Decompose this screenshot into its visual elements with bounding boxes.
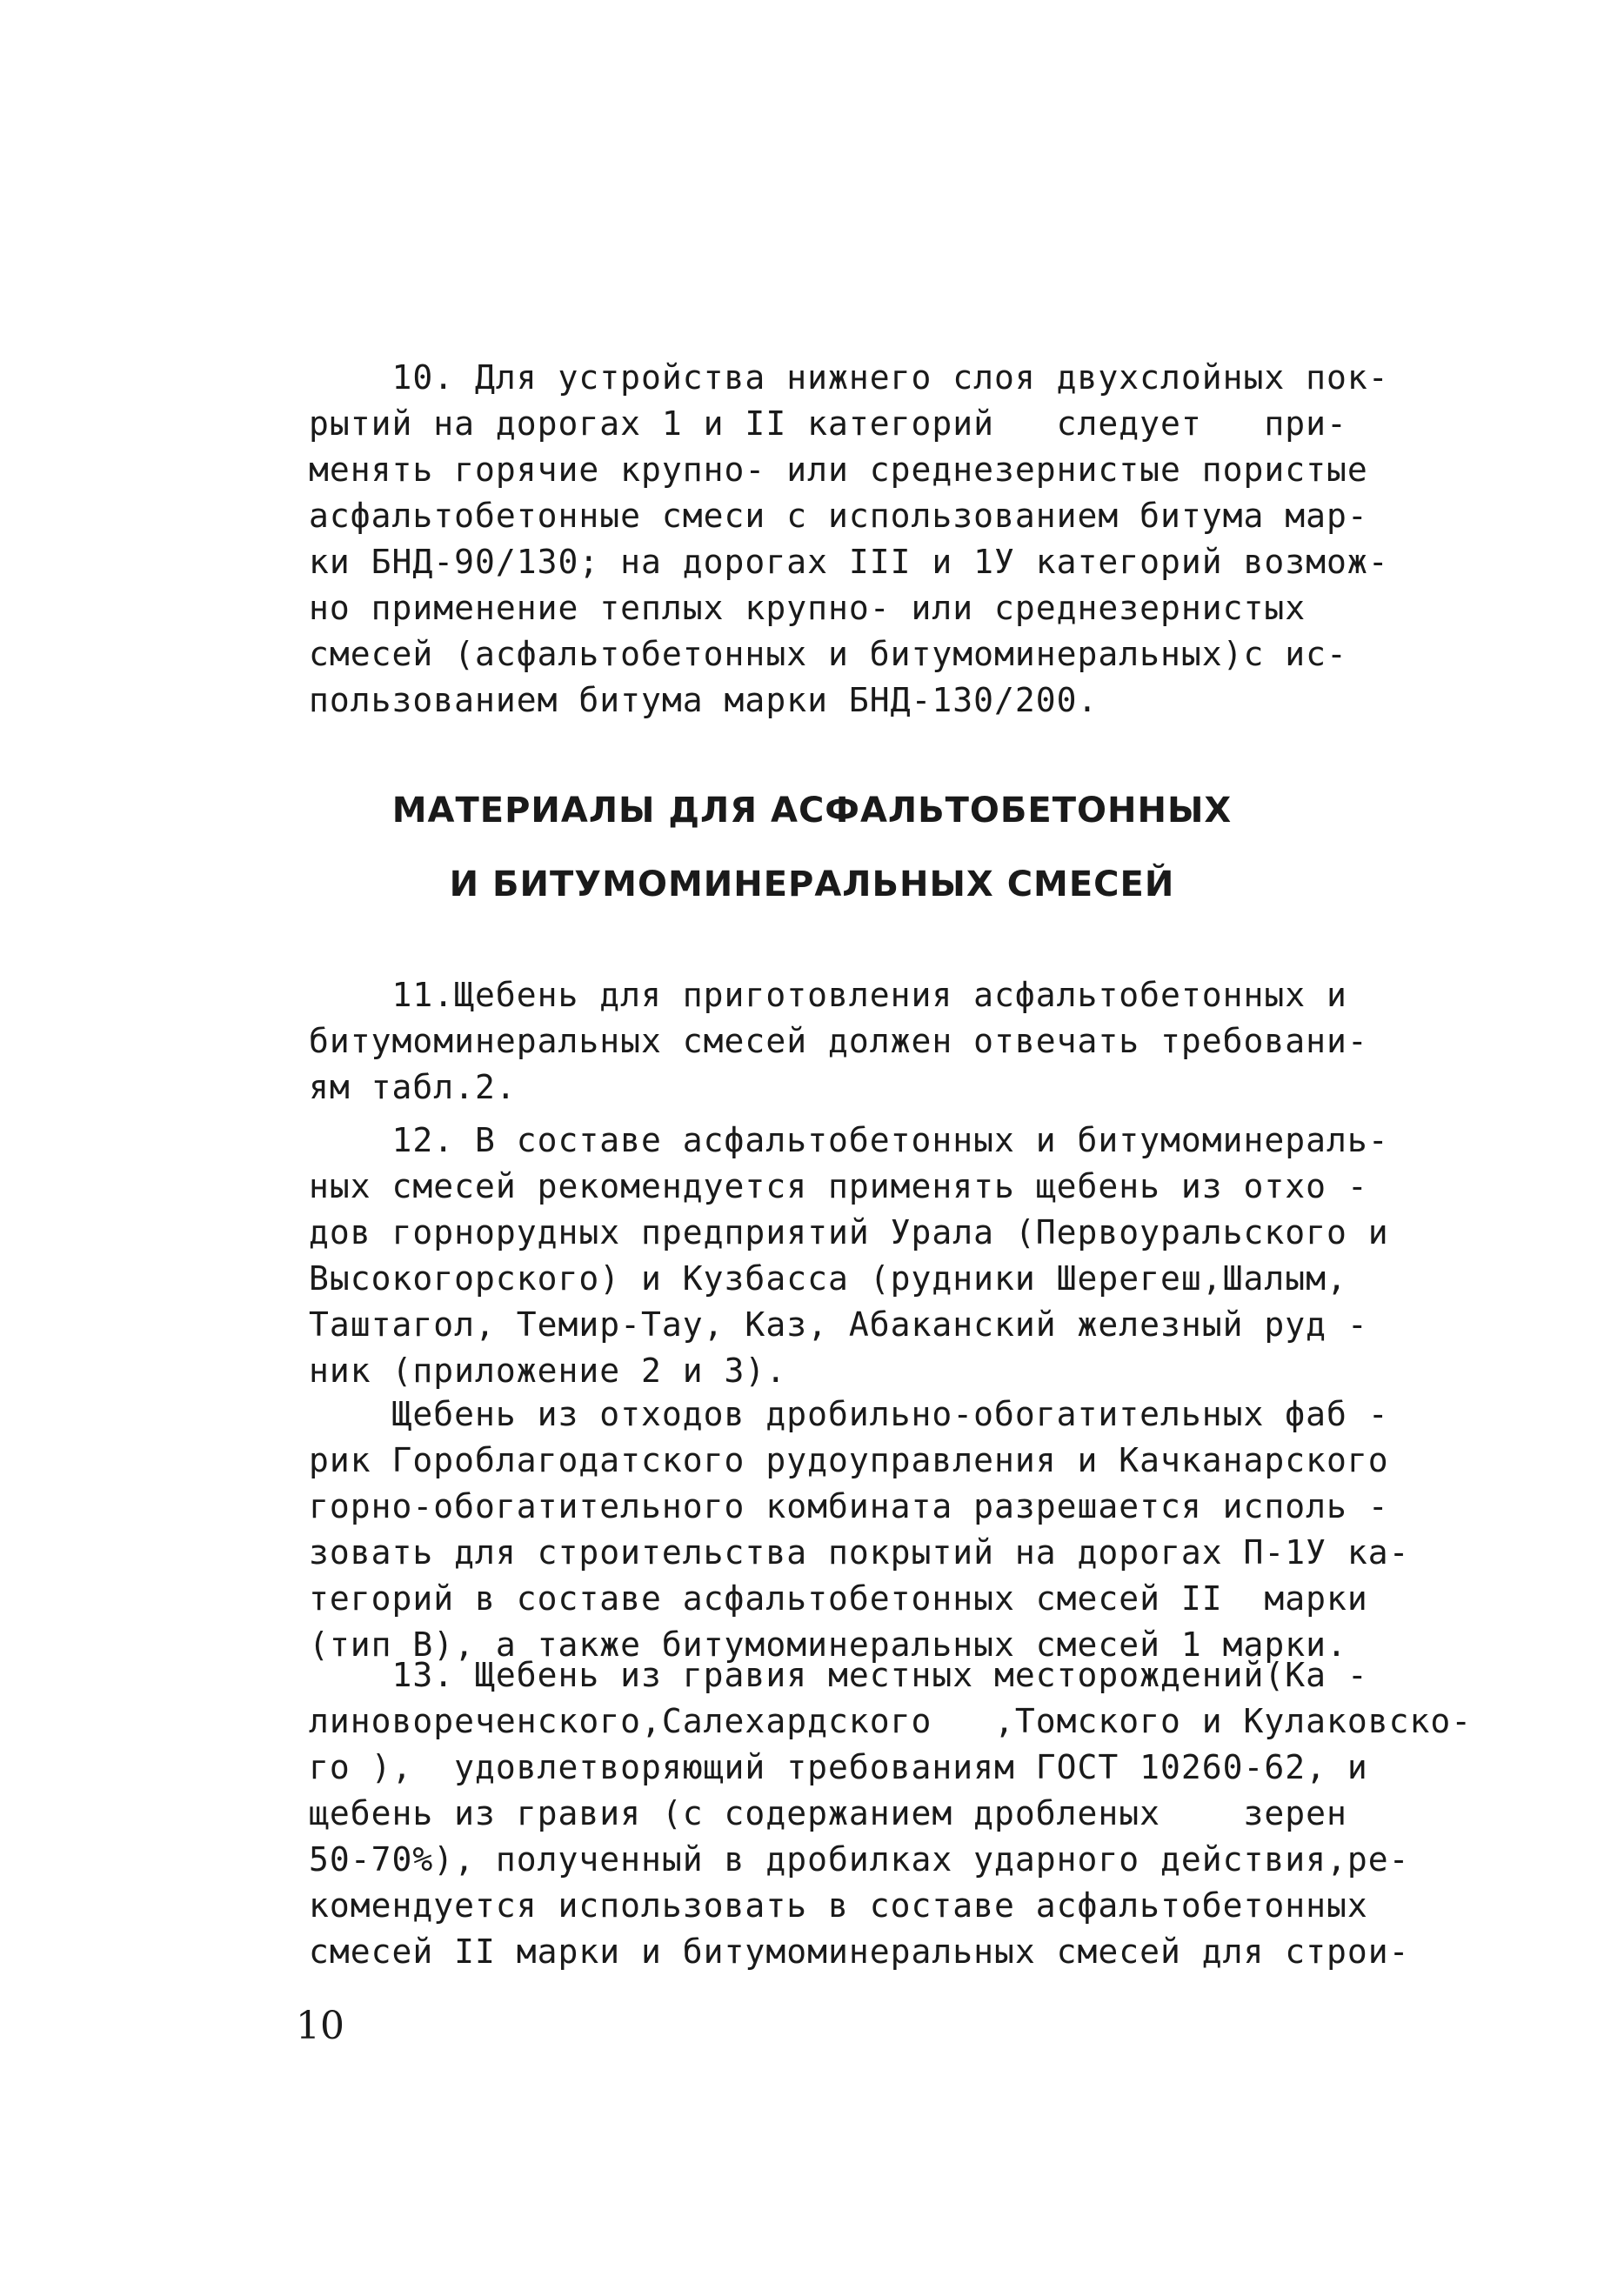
paragraph-13 <box>309 1652 1473 1975</box>
text-line: ям табл.2. <box>309 1068 517 1106</box>
text-line: смесей II марки и битумоминеральных смесей для строи- <box>309 1932 1410 1971</box>
text-line: щебень из гравия (с содержанием дробленых зерен <box>309 1794 1347 1832</box>
paragraph-12-continued <box>309 1392 1440 1668</box>
text-line: пользованием битума марки БНД-130/200. <box>309 681 1099 719</box>
paragraph-11 <box>309 972 1440 1111</box>
text-line: 13. Щебень из гравия местных месторождений(Ка - <box>309 1656 1368 1694</box>
text-line: линовореченского,Салехардского ,Томского и Кулаковско- <box>309 1702 1473 1740</box>
text-line: менять горячие крупно- или среднезернистые пористые <box>309 451 1368 489</box>
text-line: Таштагол, Темир-Тау, Каз, Абаканский железный руд - <box>309 1305 1368 1344</box>
section-heading-line-2: И БИТУМОМИНЕРАЛЬНЫХ СМЕСЕЙ <box>449 864 1175 904</box>
text-line: ки БНД-90/130; на дорогах III и 1У категорий возмож- <box>309 543 1389 581</box>
text-line: ных смесей рекомендуется применять щебень из отхо - <box>309 1167 1368 1205</box>
text-line: рытий на дорогах 1 и II категорий следует при- <box>309 404 1347 443</box>
text-line: ник (приложение 2 и 3). <box>309 1352 787 1390</box>
text-line: 12. В составе асфальтобетонных и битумоминераль- <box>309 1121 1389 1159</box>
text-line: (тип В), а также битумоминеральных смесей 1 марки. <box>309 1625 1347 1664</box>
text-line: битумоминеральных смесей должен отвечать требовани- <box>309 1022 1368 1060</box>
text-line: 11.Щебень для приготовления асфальтобетонных и <box>309 976 1347 1014</box>
text-line: зовать для строительства покрытий на дорогах П-1У ка- <box>309 1533 1410 1572</box>
text-line: но применение теплых крупно- или среднезернистых <box>309 589 1307 627</box>
paragraph-12 <box>309 1118 1440 1394</box>
text-line: 50-70%), полученный в дробилках ударного действия,ре- <box>309 1840 1410 1879</box>
text-line: рик Гороблагодатского рудоуправления и Качканарского <box>309 1441 1389 1479</box>
section-heading-line-1: МАТЕРИАЛЫ ДЛЯ АСФАЛЬТОБЕТОННЫХ <box>391 791 1233 831</box>
section-heading <box>0 774 1624 922</box>
text-line: тегорий в составе асфальтобетонных смесей II марки <box>309 1579 1368 1618</box>
text-line: го ), удовлетворяющий требованиям ГОСТ 10260-62, и <box>309 1748 1368 1786</box>
page-number: 10 <box>296 2004 344 2048</box>
text-line: Высокогорского) и Кузбасса (рудники Шерегеш,Шалым, <box>309 1259 1347 1298</box>
text-line: Щебень из отходов дробильно-обогатительных фаб - <box>309 1395 1389 1433</box>
text-line: горно-обогатительного комбината разрешается исполь - <box>309 1487 1389 1525</box>
text-line: дов горнорудных предприятий Урала (Первоуральского и <box>309 1213 1389 1251</box>
text-line: комендуется использовать в составе асфальтобетонных <box>309 1886 1368 1925</box>
paragraph-10 <box>309 355 1440 724</box>
text-line: асфальтобетонные смеси с использованием битума мар- <box>309 497 1368 535</box>
text-line: 10. Для устройства нижнего слоя двухслойных пок- <box>309 358 1389 397</box>
text-line: смесей (асфальтобетонных и битумоминеральных)с ис- <box>309 635 1347 673</box>
